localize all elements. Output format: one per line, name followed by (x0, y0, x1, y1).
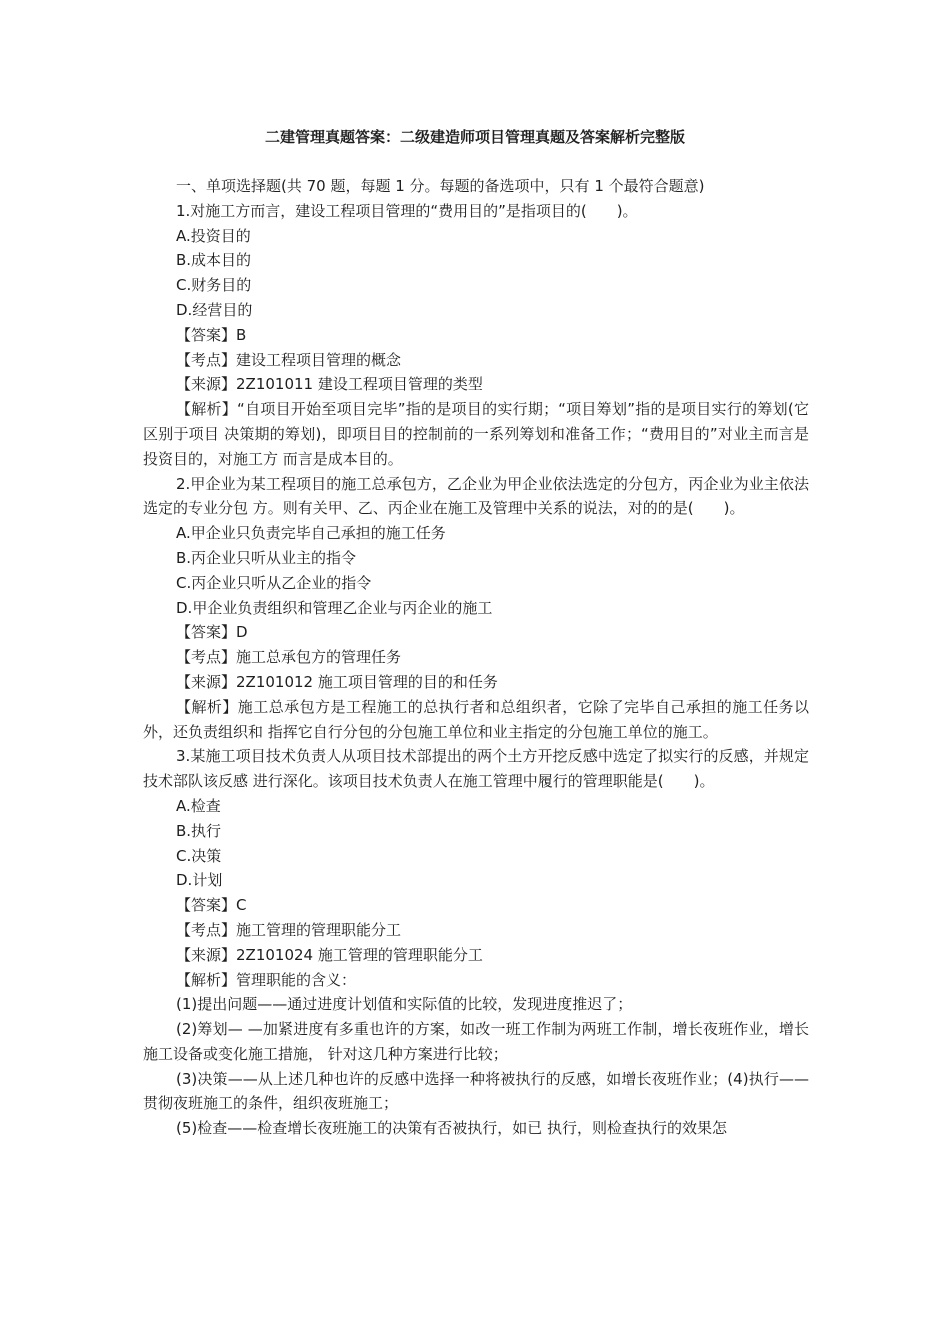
question-1-source: 【来源】2Z101011 建设工程项目管理的类型 (176, 375, 483, 394)
question-2-option-b: B.丙企业只听从业主的指令 (176, 548, 357, 567)
question-3-step-1: (1)提出问题——通过进度计划值和实际值的比较，发现进度推迟了； (176, 995, 633, 1014)
question-2-option-a: A.甲企业只负责完毕自己承担的施工任务 (176, 524, 446, 543)
question-2-option-c: C.丙企业只听从乙企业的指令 (176, 573, 372, 592)
question-3-step-2: (2)筹划— —加紧进度有多重也许的方案，如改一班工作制为两班工作制，增长夜班作业，增长施工设备或变化施工措施， 针对这几种方案进行比较； (143, 1020, 809, 1063)
question-1-stem: 1.对施工方而言，建设工程项目管理的“费用目的”是指项目的( )。 (176, 201, 638, 220)
question-3-step-5: (5)检查——检查增长夜班施工的决策有否被执行，如已 执行，则检查执行的效果怎 (176, 1119, 728, 1138)
question-2-source: 【来源】2Z101012 施工项目管理的目的和任务 (176, 672, 498, 691)
question-1-option-d: D.经营目的 (176, 300, 253, 319)
question-2-answer: 【答案】D (176, 623, 248, 642)
question-2-stem: 2.甲企业为某工程项目的施工总承包方，乙企业为甲企业依法选定的分包方，丙企业为业主依法选定的专业分包 方。则有关甲、乙、丙企业在施工及管理中关系的说法，对的的是( )。 (143, 474, 809, 518)
question-3-stem: 3.某施工项目技术负责人从项目技术部提出的两个土方开挖反感中选定了拟实行的反感，并规定技术部队该反感 进行深化。该项目技术负责人在施工管理中履行的管理职能是( )。 (143, 747, 809, 791)
question-3-point: 【考点】施工管理的管理职能分工 (176, 920, 402, 939)
question-1-option-c: C.财务目的 (176, 276, 252, 295)
question-3-step-3: (3)决策——从上述几种也许的反感中选择一种将被执行的反感，如增长夜班作业；(4)执行——贯彻夜班施工的条件，组织夜班施工； (143, 1069, 809, 1113)
document-body (143, 174, 809, 1141)
question-1-option-b: B.成本目的 (176, 251, 252, 270)
question-2-point: 【考点】施工总承包方的管理任务 (176, 648, 402, 667)
question-2-option-d: D.甲企业负责组织和管理乙企业与丙企业的施工 (176, 598, 493, 617)
question-1-option-a: A.投资目的 (176, 226, 251, 245)
question-3-option-a: A.检查 (176, 796, 221, 815)
document-title: 二建管理真题答案：二级建造师项目管理真题及答案解析完整版 (264, 128, 685, 146)
question-1-answer: 【答案】B (176, 325, 247, 344)
question-3-source: 【来源】2Z101024 施工管理的管理职能分工 (176, 945, 483, 964)
question-3-option-c: C.决策 (176, 846, 222, 865)
question-2-analysis: 【解析】施工总承包方是工程施工的总执行者和总组织者，它除了完毕自己承担的施工任务以外，还负责组织和 指挥它自行分包的分包施工单位和业主指定的分包施工单位的施工。 (143, 697, 809, 741)
question-1-point: 【考点】建设工程项目管理的概念 (176, 350, 402, 369)
question-3-option-d: D.计划 (176, 871, 223, 890)
question-3-answer: 【答案】C (176, 896, 247, 915)
question-1-analysis: 【解析】“自项目开始至项目完毕”指的是项目的实行期；“项目筹划”指的是项目实行的筹划(它区别于项目 决策期的筹划)，即项目目的控制前的一系列筹划和准备工作；“费用目的”对业主而言是投资目的，对施工方 而言是成本目的。 (143, 400, 809, 468)
section-header: 一、单项选择题(共 70 题，每题 1 分。每题的备选项中，只有 1 个最符合题意) (176, 177, 705, 195)
question-3-analysis: 【解析】管理职能的含义： (176, 970, 357, 989)
question-3-option-b: B.执行 (176, 821, 222, 840)
